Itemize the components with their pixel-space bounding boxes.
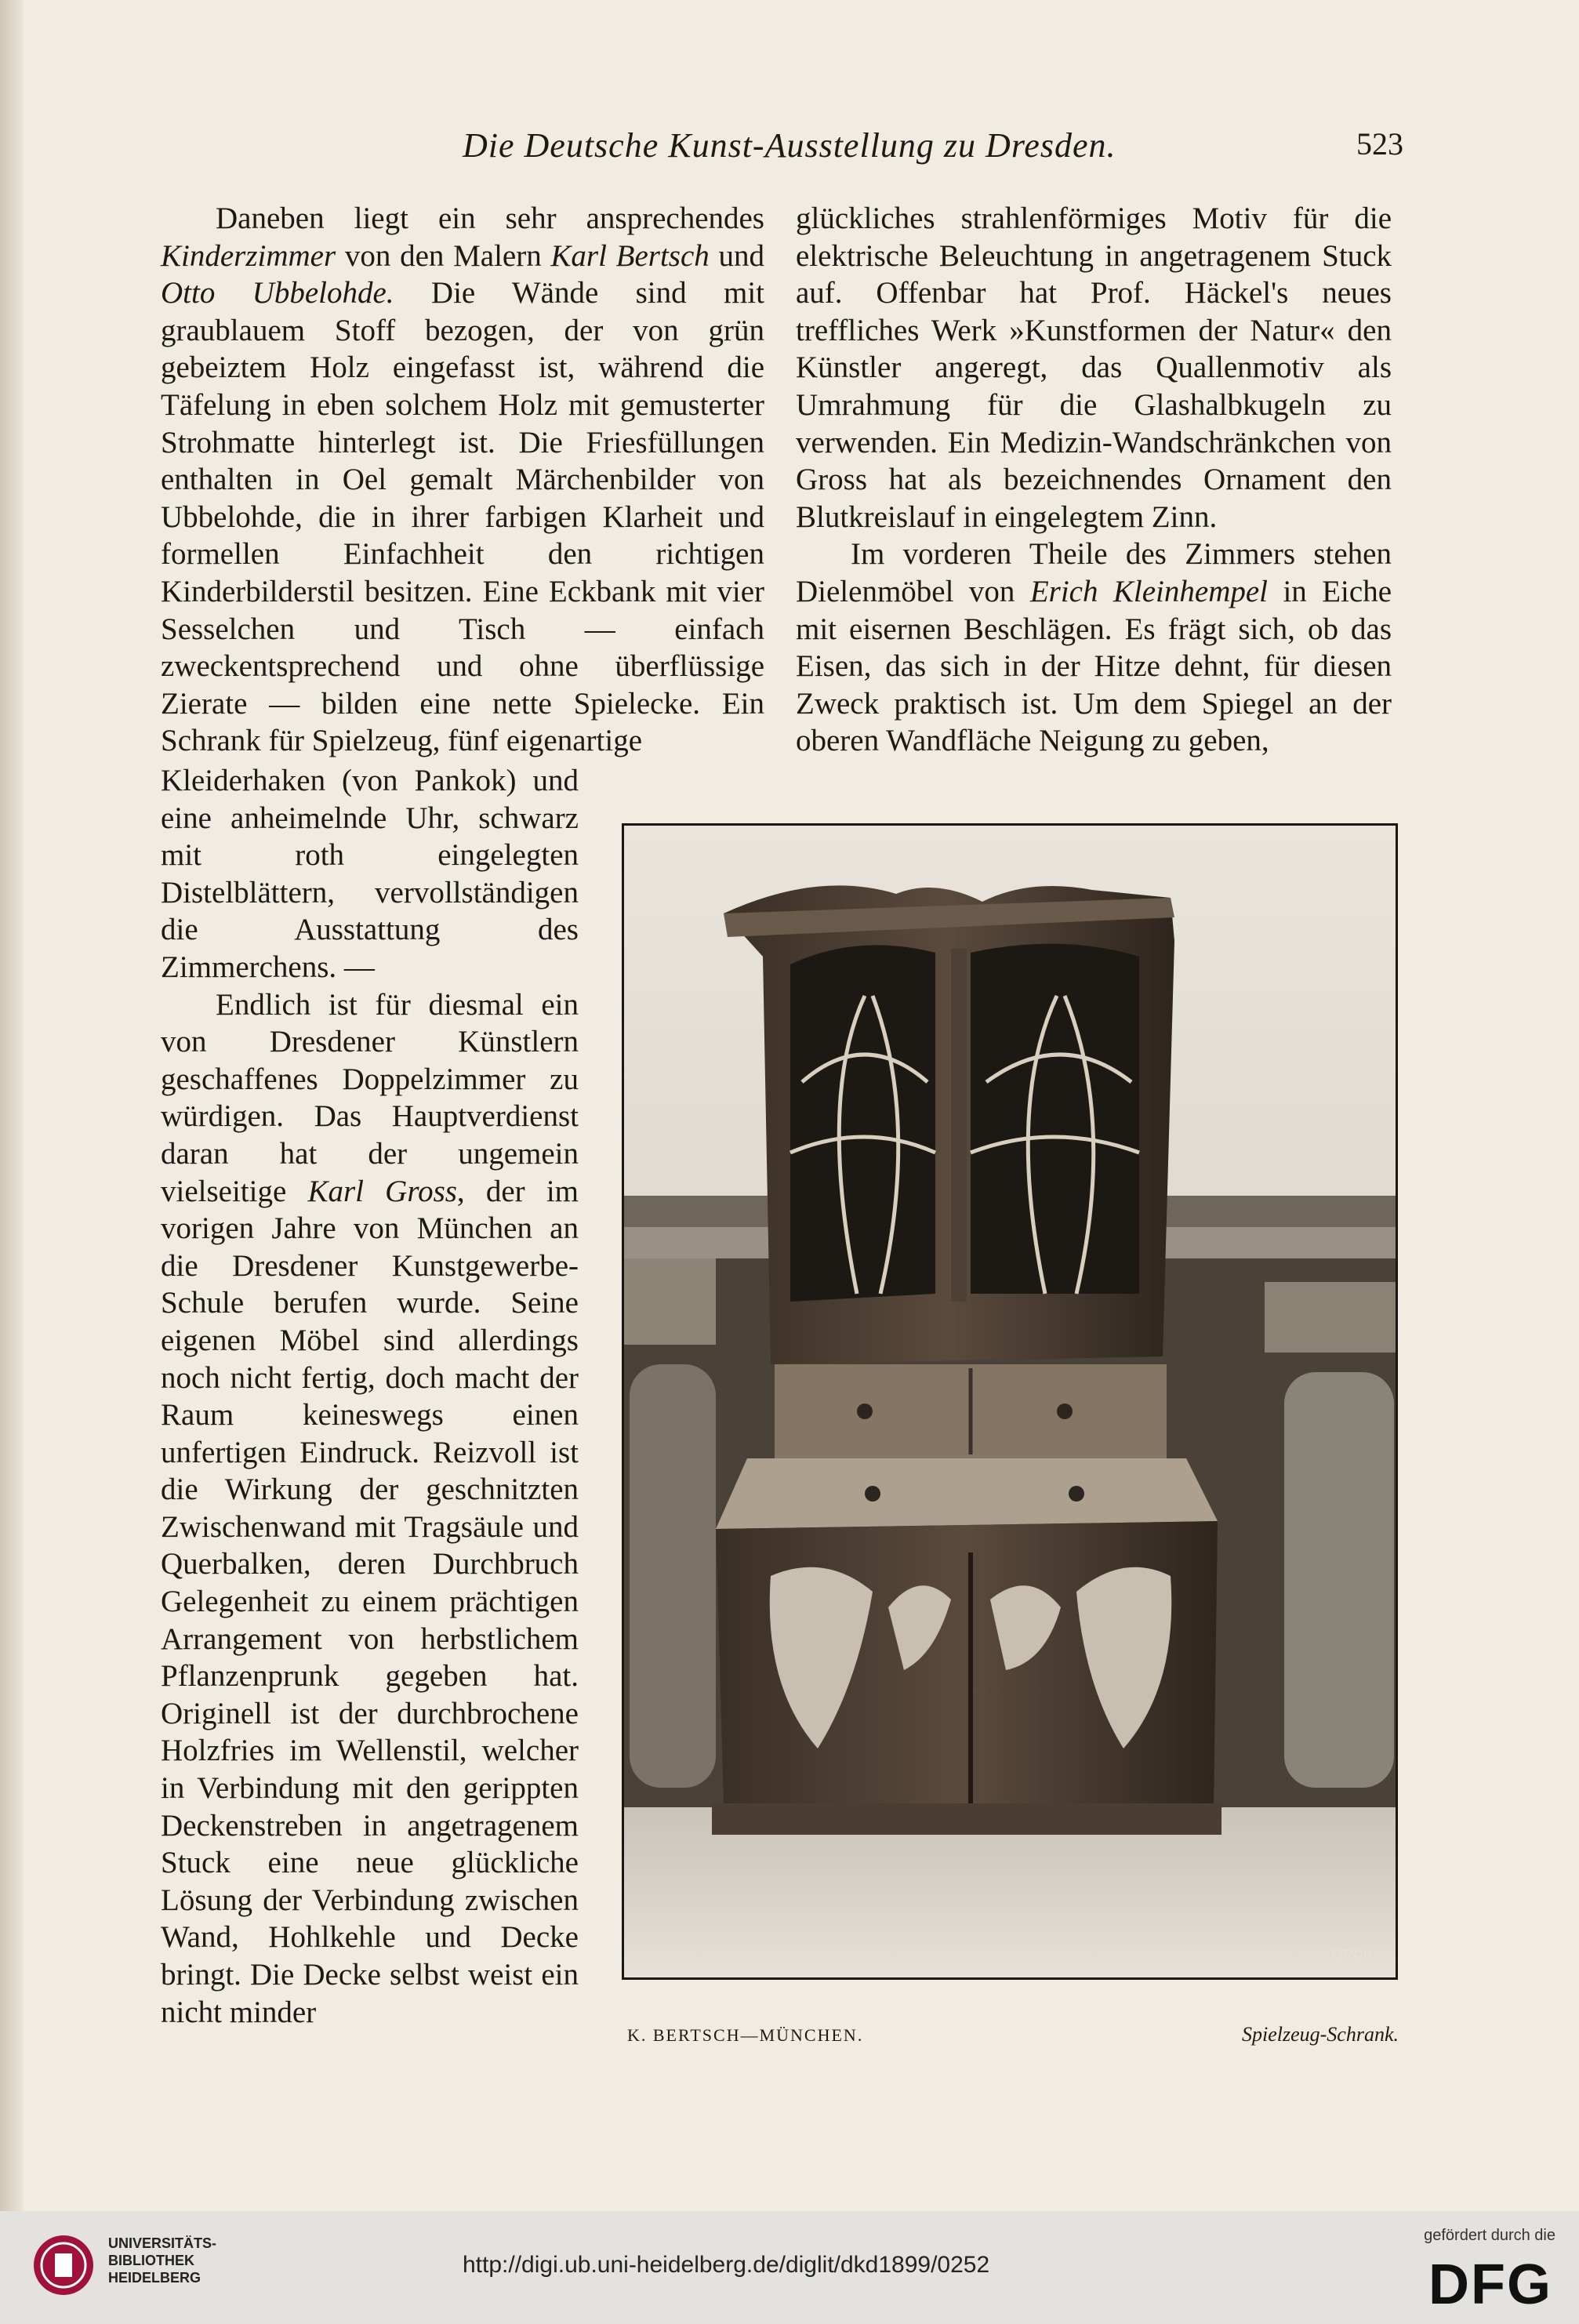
paragraph-dielenmoebel — [796, 536, 1392, 760]
text-run: Endlich ist für diesmal ein von Dresdener Künstlern geschaffenes Doppelzimmer zu würdigen. Das Hauptverdienst daran hat der ungemein vielseitige — [161, 987, 579, 1208]
library-name-line: UNIVERSITÄTS- — [108, 2235, 217, 2251]
text-run: in Eiche mit eisernen Beschlägen. Es frägt sich, ob das Eisen, das sich in der Hitze dehnt, für diesen Zweck praktisch ist. Um dem Spiegel an der oberen Wandfläche Neigung zu geben, — [796, 574, 1392, 758]
page-number: 523 — [1356, 126, 1403, 162]
wall-panel — [630, 1364, 716, 1788]
paragraph-continuation: Kleiderhaken (von Pankok) und eine anheimelnde Uhr, schwarz mit roth eingelegten Distelblättern, vervollständigen die Ausstattung des Zimmerchens. — — [161, 764, 579, 984]
paragraph-doppelzimmer — [161, 986, 579, 2032]
text-run: Daneben liegt ein sehr ansprechendes — [216, 202, 764, 235]
cabinet-plinth — [712, 1803, 1221, 1835]
italic-run: Karl Bertsch — [550, 238, 710, 273]
door-mullion — [951, 949, 967, 1302]
paragraph-beleuchtung: glückliches strahlenförmiges Motiv für die elektrische Beleuchtung in angetragenem Stuck auf. Offenbar hat Prof. Häckel's neues treffliches Werk »Kunstformen der Natur« den Künstler angeregt, das Quallenmotiv als Umrahmung für die Glashalbkugeln zu verwenden. Ein Medizin-Wandschränkchen von Gross hat als bezeichnendes Ornament den Blutkreislauf in eingelegtem Zinn. — [796, 202, 1392, 534]
digitization-footer — [0, 2211, 1579, 2324]
cabinet-illustration — [622, 823, 1398, 1980]
text-run: , der im vorigen Jahre von München an die Dresdener Kunstgewerbe-Schule berufen wurde. Seine eigenen Möbel sind allerdings noch nicht fertig, doch macht der Raum keineswegs einen unfertigen Eindruck. Reizvoll ist die Wirkung der geschnitzten Zwischenwand mit Tragsäule und Querbalken, deren Durchbruch Gelegenheit zu einem prächtigen Arrangement von herbstlichem Pflanzenprunk gegeben hat. Originell ist der durchbrochene Holzfries im Wellenstil, welcher in Verbindung mit den gerippten Deckenstreben in angetragenem Stuck eine neue glückliche Lösung der Verbindung zwischen Wand, Hohlkehle und Decke bringt. Die Decke selbst weist ein nicht minder — [161, 1174, 579, 2029]
photo-signature: MRC9 — [1331, 1948, 1372, 1963]
library-name-line: HEIDELBERG — [108, 2270, 201, 2286]
frieze-painting — [1265, 1282, 1398, 1353]
italic-run: Kinderzimmer — [161, 238, 336, 273]
wall-panel — [1284, 1372, 1394, 1788]
writing-flap — [716, 1458, 1218, 1529]
flap-knob — [865, 1486, 880, 1502]
italic-run: Karl Gross — [307, 1174, 457, 1208]
drawer-knob — [857, 1403, 873, 1419]
funding-note: gefördert durch die — [1424, 2227, 1555, 2244]
running-title: Die Deutsche Kunst-Ausstellung zu Dresden. — [463, 126, 1116, 165]
text-run: Im vorderen Theile des Zimmers stehen Dielenmöbel von — [796, 537, 1392, 608]
library-seal-icon — [31, 2233, 96, 2297]
frieze-painting — [622, 1258, 716, 1345]
narrow-column — [161, 762, 579, 2031]
text-run: und — [709, 238, 764, 273]
page-edge — [0, 0, 24, 2211]
flap-knob — [1069, 1486, 1084, 1502]
caption-maker: K. BERTSCH—MÜNCHEN. — [627, 2025, 864, 2045]
right-column — [796, 200, 1392, 760]
left-column — [161, 200, 764, 760]
drawer-knob — [1057, 1403, 1073, 1419]
library-name — [108, 2235, 216, 2286]
italic-run: Otto Ubbelohde. — [161, 276, 394, 310]
permalink[interactable]: http://digi.ub.uni-heidelberg.de/diglit/dkd1899/0252 — [463, 2252, 990, 2278]
italic-run: Erich Kleinhempel — [1029, 574, 1269, 608]
cabinet-photograph — [622, 823, 1398, 1980]
running-header — [463, 125, 1403, 172]
text-run: Die Wände sind mit graublauem Stoff bezogen, der von grün gebeiztem Holz eingefasst ist, während die Täfelung in eben solchem Holz mit gemusterter Strohmatte hinterlegt ist. Die Friesfüllungen enthalten in Oel gemalt Märchenbilder von Ubbelohde, die in ihrer farbigen Klarheit und formellen Einfachheit den richtigen Kinderbilderstil besitzen. Eine Eckbank mit vier Sesselchen und Tisch — einfach zweckentsprechend und ohne überflüssige Zierate — bilden eine nette Spielecke. Ein Schrank für Spielzeug, fünf eigenartige — [161, 276, 764, 758]
caption-title: Spielzeug-Schrank. — [1241, 2023, 1399, 2046]
library-name-line: BIBLIOTHEK — [108, 2253, 194, 2268]
dfg-logo: DFG — [1428, 2253, 1552, 2316]
text-run: von den Malern — [336, 238, 551, 273]
paragraph-kinderzimmer — [161, 200, 764, 760]
